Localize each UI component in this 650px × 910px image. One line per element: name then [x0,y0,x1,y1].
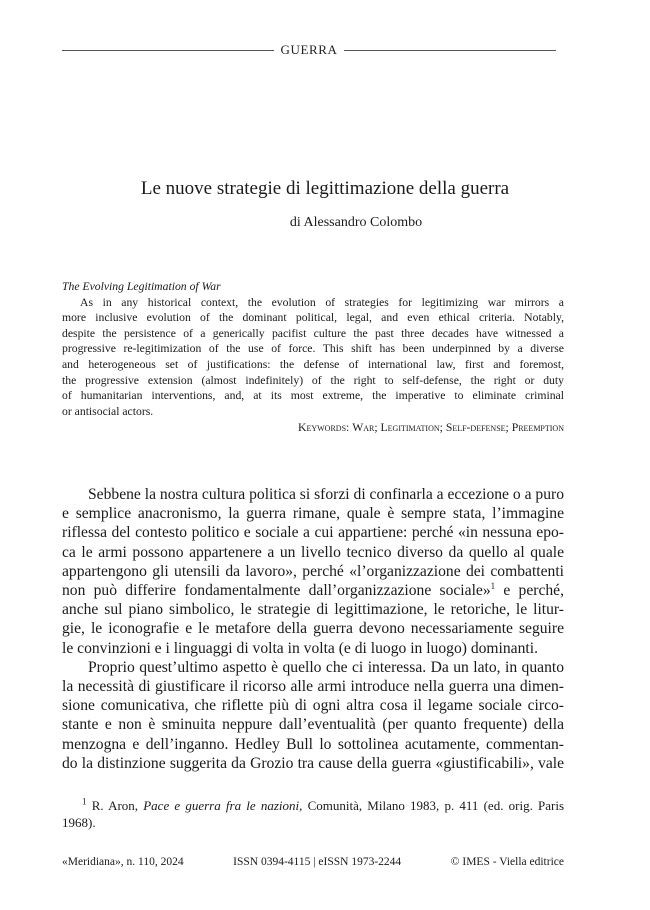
keywords-value: War; Legitimation; Self-defense; Preemption [352,421,564,435]
body-line: e semplice anacronismo, la guerra rimane, quale è sempre stata, l’immagine [62,505,564,523]
header-rule-left [62,50,274,51]
abstract-title: The Evolving Legitimation of War [62,280,221,293]
footer-journal: «Meridiana», n. 110, 2024 [62,856,184,868]
body-line: stante e non è sminuita neppure dall’eventualità (per quanto frequente) della [62,716,564,734]
footer-issn: ISSN 0394-4115 | eISSN 1973-2244 [233,856,402,868]
body-line: appartengono gli utensili da lavoro», perché «l’organizzazione dei combattenti [62,562,564,580]
article-author: di Alessandro Colombo [289,215,423,230]
abstract-line: As in any historical context, the evolution of strategies for legitimizing war mirrors a [80,295,564,309]
footnote-prefix: R. Aron, [91,798,144,813]
abstract-line: despite the persistence of a generically pacifist culture the past three decades have witnessed a [62,326,564,340]
body-line: do la distinzione suggerita da Grozio tra cause della guerra «giustificabili», vale [62,754,564,772]
article-title: Le nuove strategie di legittimazione della guerra [140,178,510,199]
footnote-mark: 1 [82,796,87,807]
abstract-line: of humanitarian interventions, and, at its most extreme, the imperative to eliminate criminal [62,389,564,403]
body-text-span: non può differire fondamentalmente dall’organizzazione sociale» [62,582,491,600]
body-line: anche sul piano simbolico, le strategie di legittimazione, le retoriche, le litur- [62,601,564,619]
body-line: gie, le iconografie e le metafore della guerra devono necessariamente seguire [62,620,564,638]
body-line: Sebbene la nostra cultura politica si sforzi di confinarla a eccezione o a puro [88,486,564,503]
page-footer [62,856,564,868]
footnote-line [62,797,564,814]
abstract-line: and heterogeneous set of justifications: the defense of international law, first and foremost, [62,357,564,371]
footnote-book-title: Pace e guerra fra le nazioni [143,798,300,813]
body-line-with-footnote [62,581,564,600]
body-text-span: e perché, [495,582,564,600]
body-line: la necessità di giustificare il ricorso alle armi introduce nella guerra una dimen- [62,678,564,696]
footnote-suffix: , Comunità, Milano 1983, p. 411 (ed. orig. Paris [299,798,565,813]
body-line: sione comunicativa, che riflette più di ogni altra cosa il legame sociale circo- [62,697,564,715]
abstract-line: progressive re-legitimization of the use of force. This shift has been underpinned by a diverse [62,342,564,356]
body-line: riflessa del contesto politico e sociale a cui appartiene: perché «in nessuna epo- [62,524,564,542]
keywords-label: Keywords: [298,421,350,435]
section-label: GUERRA [280,42,338,57]
footnote [62,797,564,831]
body-line: ca le armi possono appartenere a un livello tecnico diverso da quello al quale [62,543,564,561]
body-line: Proprio quest’ultimo aspetto è quello che ci interessa. Da un lato, in quanto [88,658,564,676]
abstract-line: more inclusive evolution of the dominant political, legal, and even ethical criteria. Notably, [62,311,564,325]
body-line: le convinzioni e i linguaggi di volta in volta (e di luogo in luogo) dominanti. [62,639,538,657]
footnote-reference[interactable]: 1 [490,580,496,591]
keywords [62,420,564,436]
body-text [62,485,564,773]
header-rule-right [344,50,556,51]
abstract-line: the progressive extension (almost indefinitely) of the right to self-defense, the right or duty [62,373,564,387]
footer-publisher: © IMES - Viella editrice [450,856,564,868]
abstract [62,279,564,436]
footnote-line: 1968). [62,815,96,830]
running-header [62,40,556,60]
body-line: menzogna e dell’inganno. Hedley Bull lo sottolinea acutamente, commentan- [62,735,564,753]
abstract-line: or antisocial actors. [62,404,154,418]
